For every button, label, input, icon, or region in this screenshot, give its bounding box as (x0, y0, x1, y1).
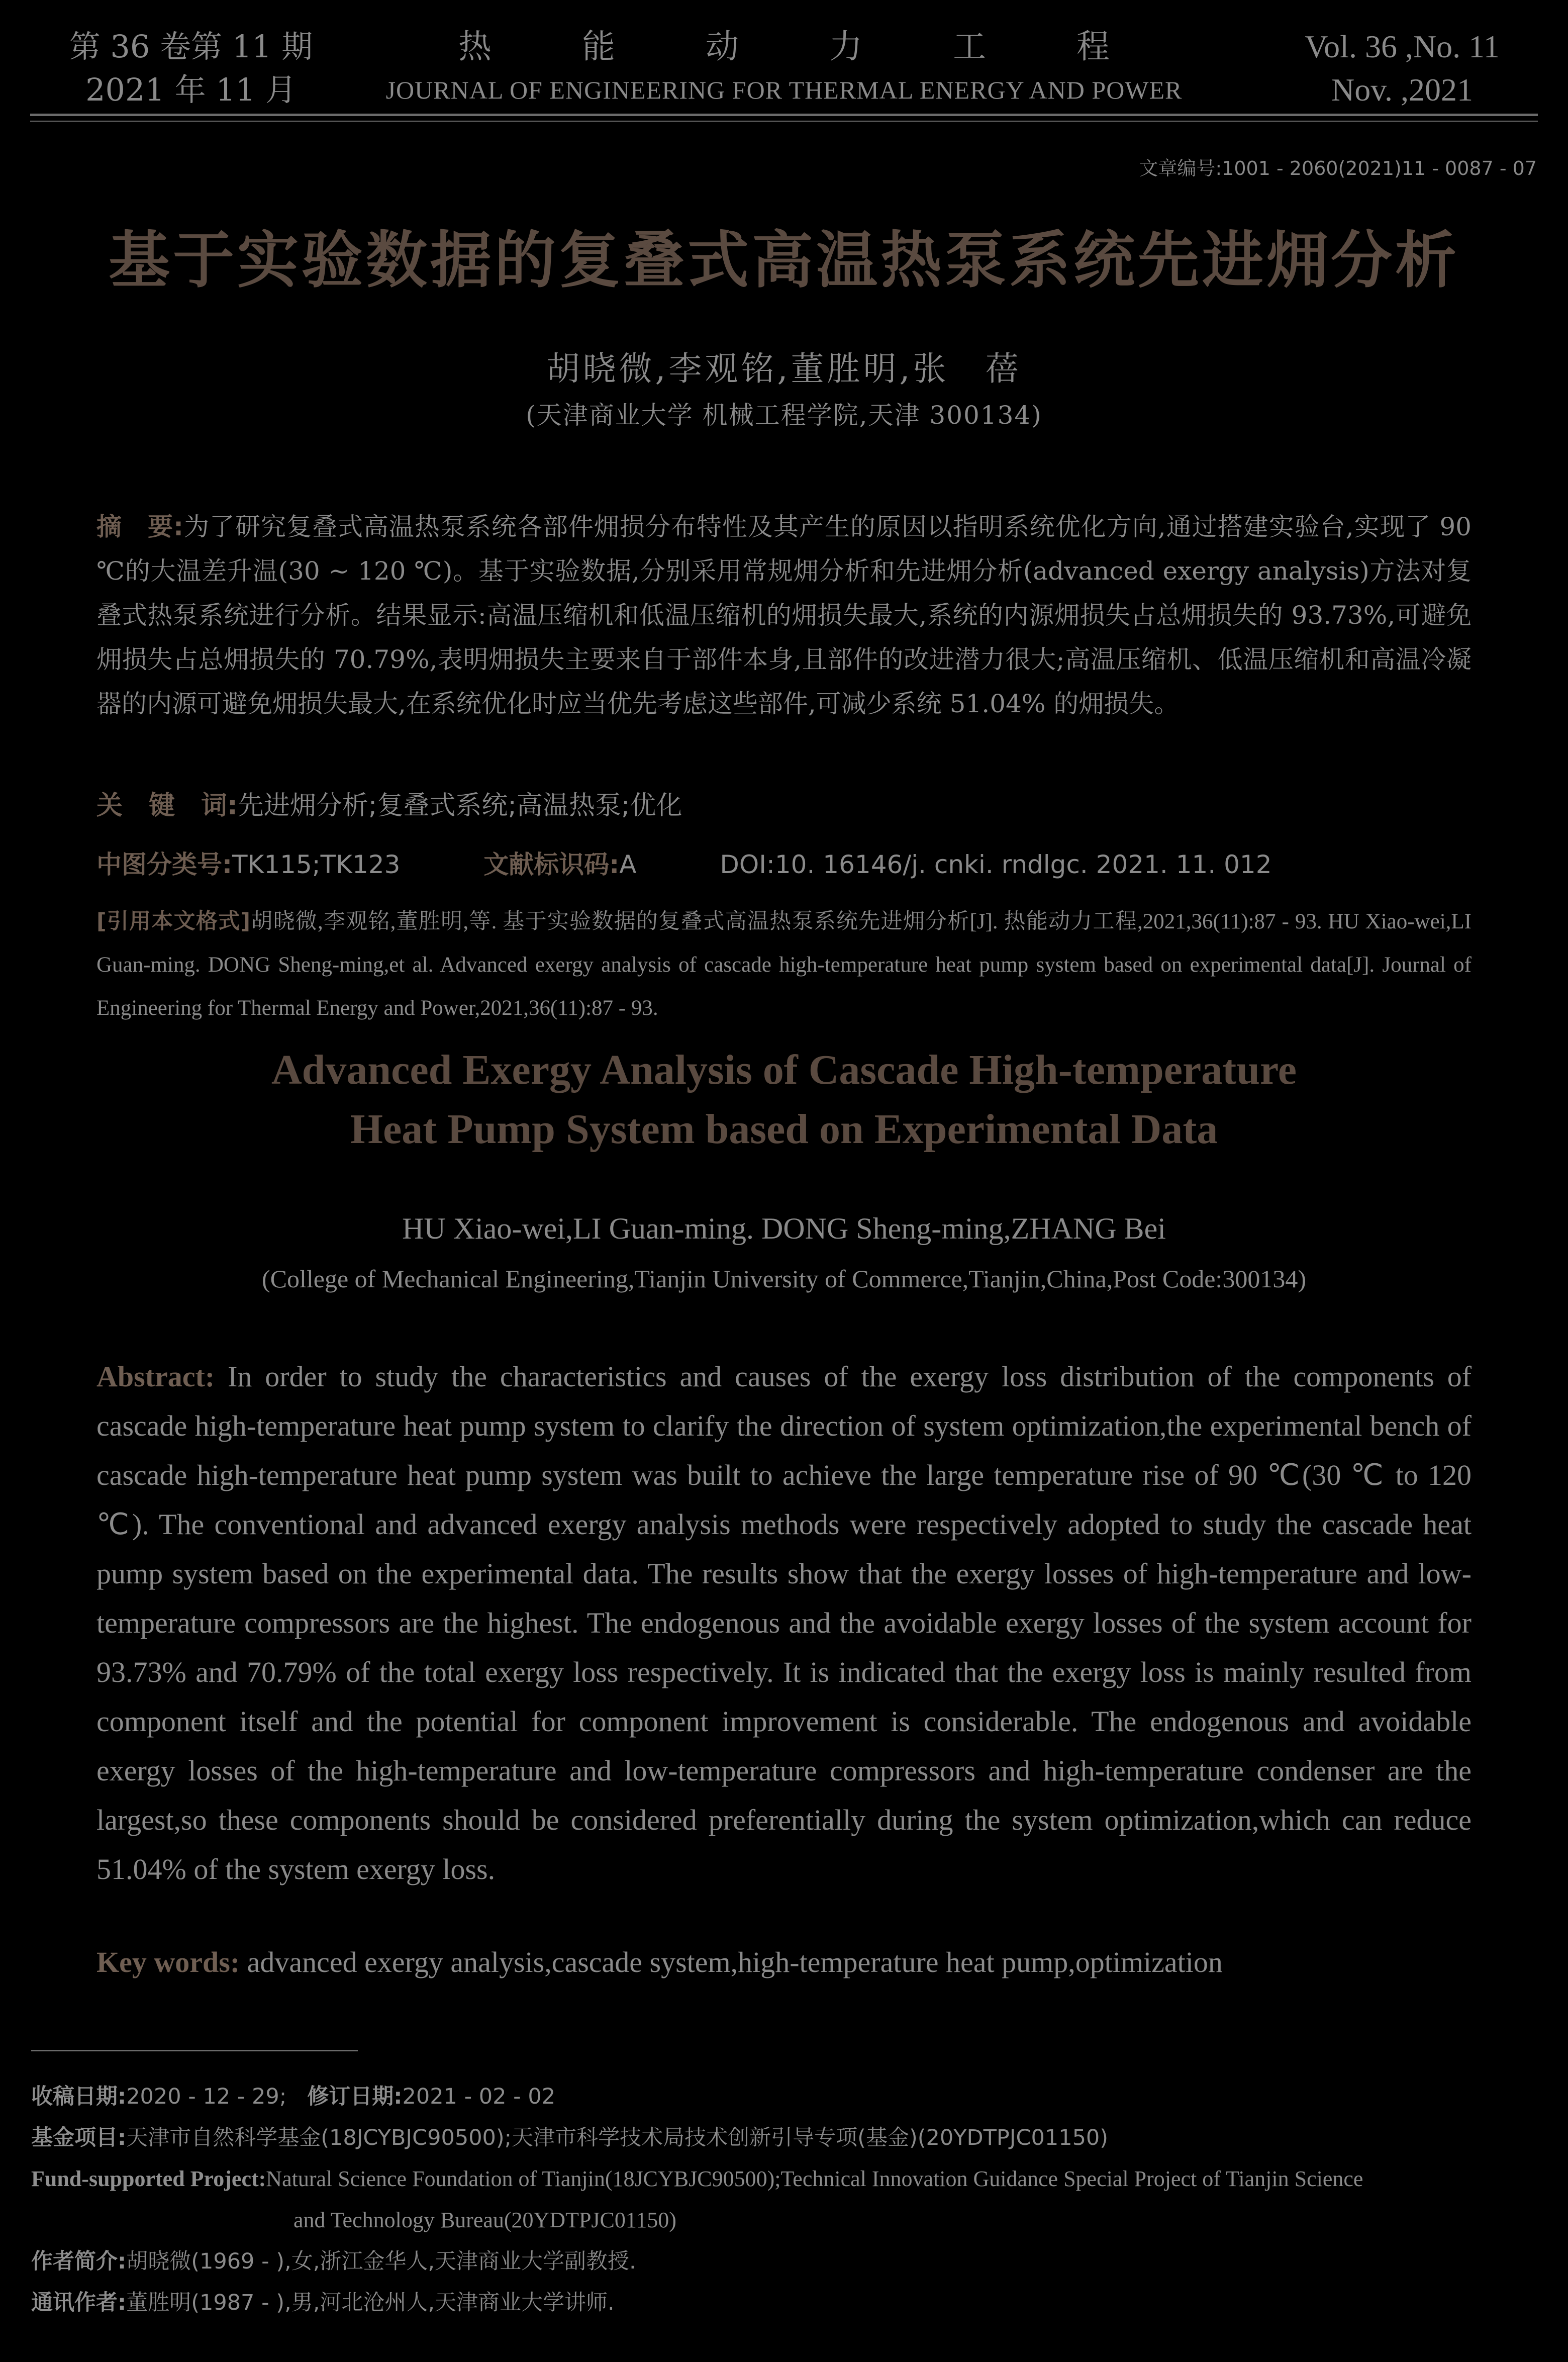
clc-number (96, 850, 400, 879)
abstract-cn-label: 摘 要: (96, 512, 183, 541)
affiliation-cn: (天津商业大学 机械工程学院,天津 300134) (526, 401, 1042, 430)
authors-en: HU Xiao-wei,LI Guan-ming. DONG Sheng-ming,ZHANG Bei (402, 1212, 1166, 1245)
paper-title-en (0, 1041, 1568, 1159)
keywords-cn-text: 先进㶲分析;复叠式系统;高温热泵;优化 (237, 791, 682, 821)
issue-volume-en: Vol. 36 ,No. 11 (1305, 29, 1500, 64)
footnote-fund-cn (31, 2117, 1539, 2158)
citation-label: [引用本文格式] (96, 909, 250, 934)
keywords-en-text: advanced exergy analysis,cascade system,high-temperature heat pump,optimization (247, 1946, 1223, 1978)
paper-title-cn: 基于实验数据的复叠式高温热泵系统先进㶲分析 (109, 225, 1459, 296)
citation-format (96, 900, 1472, 1030)
issue-volume: 第 36 卷第 11 期 (69, 28, 313, 65)
abstract-en-text: In order to study the characteristics and causes of the exergy loss distribution of the components of cascade high-temperature heat pump system to clarify the direction of system optimization,the experimental bench of cascade high-temperature heat pump system was built to achieve the large temperature rise of 90 ℃(30 ℃ to 120 ℃). The conventional and advanced exergy analysis methods were respectively adopted to study the cascade heat pump system based on the experimental data. The results show that the exergy losses of high-temperature and low-temperature compressors are the highest. The endogenous and the avoidable exergy losses of the system account for 93.73% and 70.79% of the total exergy loss respectively. It is indicated that the exergy loss is mainly resulted from component itself and the potential for component improvement is considerable. The endogenous and avoidable exergy losses of the high-temperature and low-temperature compressors and high-temperature condenser are the largest,so these components should be considered preferentially during the system optimization,which can reduce 51.04% of the system exergy loss. (96, 1360, 1472, 1885)
revised-label: 修订日期: (307, 2084, 403, 2109)
footnote-author (31, 2241, 1539, 2282)
document-code-value: A (619, 850, 637, 879)
corresponding-label: 通讯作者: (31, 2290, 127, 2315)
footnote-rule (31, 2050, 358, 2051)
authors-cn: 胡晓微,李观铭,董胜明,张 蓓 (546, 349, 1022, 388)
footnote-dates (31, 2076, 1539, 2117)
paper-title-en-line2: Heat Pump System based on Experimental Data (350, 1106, 1218, 1153)
fund-en-line2: and Technology Bureau(20YDTPJC01150) (293, 2208, 676, 2232)
article-number: 文章编号:1001 - 2060(2021)11 - 0087 - 07 (1139, 157, 1537, 179)
abstract-cn (96, 505, 1472, 726)
abstract-en (96, 1352, 1472, 1894)
keywords-cn-label: 关 键 词: (96, 791, 238, 821)
received-value: 2020 - 12 - 29; (126, 2084, 287, 2109)
author-label: 作者简介: (31, 2249, 127, 2274)
citation-text: 胡晓微,李观铭,董胜明,等. 基于实验数据的复叠式高温热泵系统先进㶲分析[J]. 热能动力工程,2021,36(11):87 - 93. HU Xiao-wei,LI Guan-ming. DONG Sheng-ming,et al. Advanced exergy analysis of cascade high-temperature heat pump system based on experimental data[J]. Journal of Engineering for Thermal Energy and Power,2021,36(11):87 - 93. (96, 910, 1472, 1020)
clc-label: 中图分类号: (96, 850, 232, 879)
header-rule-thick (30, 114, 1538, 116)
revised-value: 2021 - 02 - 02 (402, 2084, 556, 2109)
abstract-en-label: Abstract: (96, 1360, 215, 1393)
paper-title-en-line1: Advanced Exergy Analysis of Cascade High-temperature (271, 1047, 1297, 1093)
fund-cn-value: 天津市自然科学基金(18JCYBJC90500);天津市科学技术局技术创新引导专项(基金)(20YDTPJC01150) (126, 2125, 1109, 2150)
fund-en-line1: Natural Science Foundation of Tianjin(18JCYBJC90500);Technical Innovation Guidance Special Project of Tianjin Science (266, 2166, 1363, 2191)
corresponding-value: 董胜明(1987 - ),男,河北沧州人,天津商业大学讲师. (126, 2290, 615, 2315)
abstract-cn-text: 为了研究复叠式高温热泵系统各部件㶲损分布特性及其产生的原因以指明系统优化方向,通过搭建实验台,实现了 90 ℃的大温差升温(30 ~ 120 ℃)。基于实验数据,分别采用常规㶲分析和先进㶲分析(advanced exergy analysis)方法对复叠式热泵系统进行分析。结果显示:高温压缩机和低温压缩机的㶲损失最大,系统的内源㶲损失占总㶲损失的 93.73%,可避免㶲损失占总㶲损失的 70.79%,表明㶲损失主要来自于部件本身,且部件的改进潜力很大;高温压缩机、低温压缩机和高温冷凝器的内源可避免㶲损失最大,在系统优化时应当优先考虑这些部件,可减少系统 51.04% 的㶲损失。 (96, 512, 1472, 718)
journal-name-cn: 热能动力工程 (458, 27, 1200, 66)
document-code (483, 850, 636, 879)
keywords-cn (96, 784, 1472, 822)
clc-value: TK115;TK123 (232, 850, 401, 879)
document-code-label: 文献标识码: (483, 850, 620, 879)
issue-date: 2021 年 11 月 (85, 71, 297, 108)
keywords-en-label: Key words: (96, 1946, 240, 1978)
doi: DOI:10. 16146/j. cnki. rndlgc. 2021. 11. 012 (720, 850, 1272, 879)
journal-name-en: JOURNAL OF ENGINEERING FOR THERMAL ENERGY AND POWER (385, 76, 1183, 104)
keywords-en (96, 1945, 1472, 1979)
journal-name (352, 25, 1216, 112)
issue-info-en (1282, 25, 1523, 112)
header-rule-thin (30, 121, 1538, 122)
footnote-fund-en (31, 2158, 1539, 2241)
issue-info (65, 25, 317, 112)
issue-date-en: Nov. ,2021 (1331, 72, 1474, 108)
received-label: 收稿日期: (31, 2084, 127, 2109)
fund-cn-label: 基金项目: (31, 2125, 127, 2150)
author-value: 胡晓微(1969 - ),女,浙江金华人,天津商业大学副教授. (126, 2249, 636, 2274)
fund-en-label: Fund-supported Project: (31, 2166, 266, 2191)
affiliation-en: (College of Mechanical Engineering,Tianjin University of Commerce,Tianjin,China,Post Code:300134) (262, 1265, 1306, 1293)
classification-row (96, 844, 1472, 881)
footnote-corresponding (31, 2282, 1539, 2323)
